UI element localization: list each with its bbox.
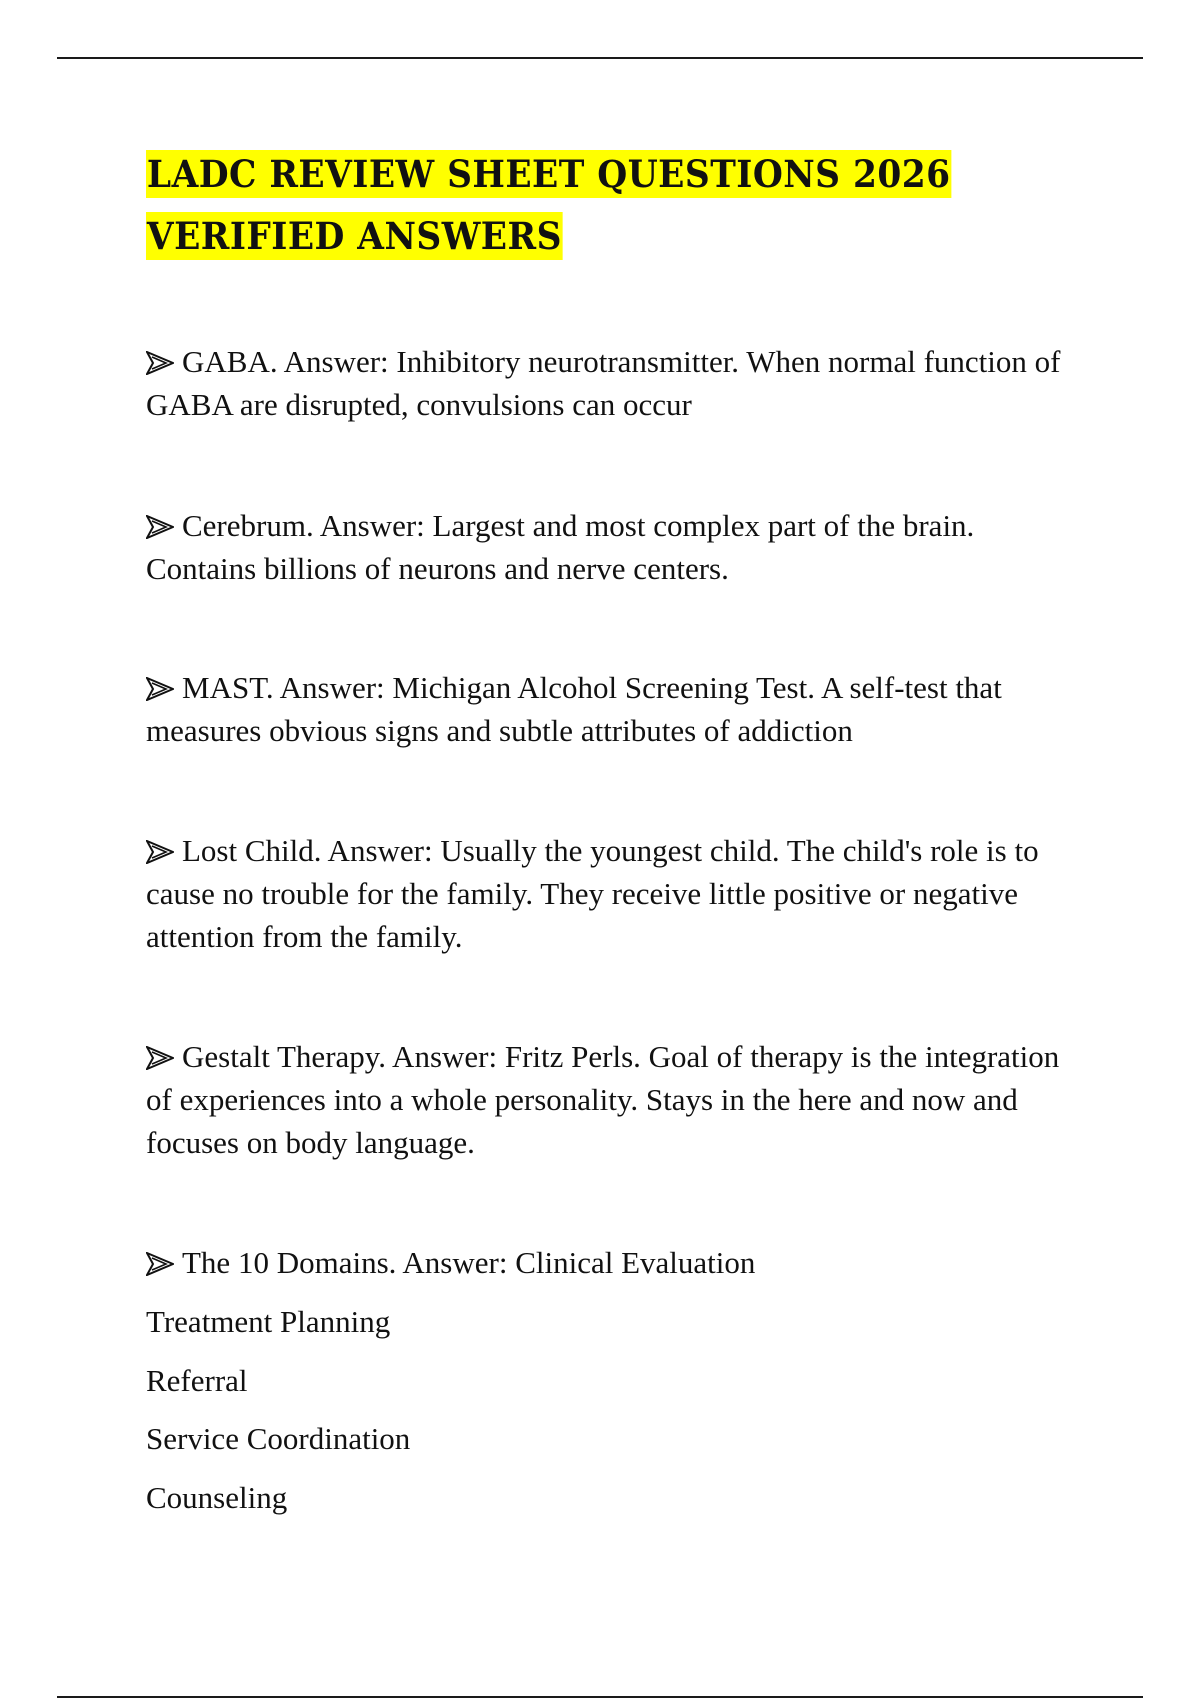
arrowhead-bullet-icon bbox=[146, 351, 174, 375]
arrowhead-bullet-icon bbox=[146, 1252, 174, 1276]
arrowhead-bullet-icon bbox=[146, 1046, 174, 1070]
qa-item-text: GABA. Answer: Inhibitory neurotransmitter. When normal function of GABA are disrupted, convulsions can occur bbox=[146, 344, 1061, 422]
bottom-divider bbox=[57, 1696, 1143, 1698]
domain-list-item: Treatment Planning bbox=[146, 1304, 391, 1339]
title-highlight: LADC REVIEW SHEET QUESTIONS 2026 VERIFIED ANSWERS bbox=[146, 152, 951, 258]
document-title bbox=[146, 143, 983, 267]
domain-list-item: Referral bbox=[146, 1363, 248, 1398]
qa-item-gestalt bbox=[146, 1035, 1066, 1164]
arrowhead-bullet-icon bbox=[146, 677, 174, 701]
qa-item-gaba bbox=[146, 340, 1066, 426]
qa-item-text: MAST. Answer: Michigan Alcohol Screening Test. A self-test that measures obvious signs and subtle attributes of addiction bbox=[146, 670, 1002, 748]
qa-item-mast bbox=[146, 666, 1066, 752]
top-divider bbox=[57, 57, 1143, 59]
qa-item-text: Lost Child. Answer: Usually the youngest child. The child's role is to cause no trouble for the family. They receive little positive or negative attention from the family. bbox=[146, 833, 1039, 954]
domain-list-item: Counseling bbox=[146, 1480, 288, 1515]
qa-item-ten-domains bbox=[146, 1241, 1066, 1284]
arrowhead-bullet-icon bbox=[146, 840, 174, 864]
qa-item-lost-child bbox=[146, 829, 1066, 958]
qa-item-text: Gestalt Therapy. Answer: Fritz Perls. Goal of therapy is the integration of experiences into a whole personality. Stays in the here and now and focuses on body language. bbox=[146, 1039, 1060, 1160]
qa-item-text: Cerebrum. Answer: Largest and most complex part of the brain. Contains billions of neurons and nerve centers. bbox=[146, 508, 975, 586]
domain-list-item: Service Coordination bbox=[146, 1421, 411, 1456]
qa-item-cerebrum bbox=[146, 504, 1066, 590]
qa-item-text: The 10 Domains. Answer: Clinical Evaluation bbox=[182, 1245, 756, 1280]
arrowhead-bullet-icon bbox=[146, 515, 174, 539]
